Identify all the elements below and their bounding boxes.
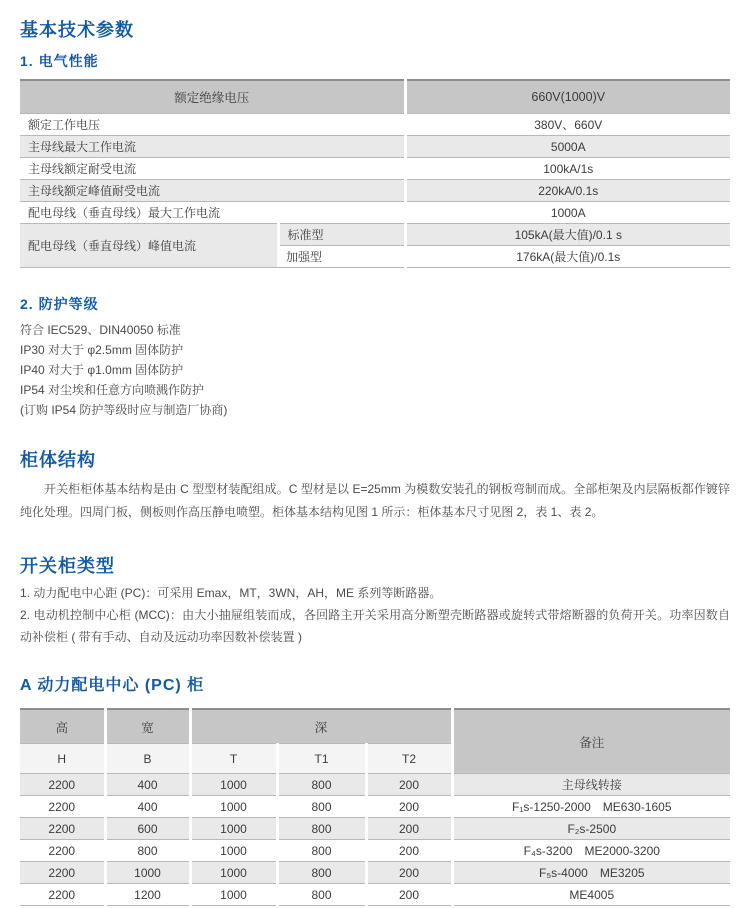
cell-t2: 200: [366, 862, 452, 884]
cell-h: 2200: [20, 818, 105, 840]
table-row: [20, 840, 730, 862]
electrical-performance-table: [20, 79, 730, 268]
header-t2: T2: [366, 744, 452, 774]
param-label: 主母线最大工作电流: [20, 136, 405, 158]
cabinet-structure-paragraph: 开关柜柜体基本结构是由 C 型型材装配组成。C 型材是以 E=25mm 为模数安装孔的钢板弯制而成。全部柜架及内层隔板都作镀锌纯化处理。四周门板，侧板则作高压静电喷塑。柜体基本结构见图 1 所示：柜体基本尺寸见图 2，表 1、表 2。: [20, 482, 730, 519]
table-row: [20, 884, 730, 906]
protection-line: (订购 IP54 防护等级时应与制造厂协商): [20, 403, 228, 417]
cell-t1: 800: [277, 884, 366, 906]
cell-h: 2200: [20, 774, 105, 796]
param-value: 100kA/1s: [405, 158, 730, 180]
switchgear-types-heading: 开关柜类型: [20, 556, 115, 576]
cell-b: 1200: [105, 884, 190, 906]
header-t1: T1: [277, 744, 366, 774]
cell-b: 400: [105, 774, 190, 796]
cell-b: 400: [105, 796, 190, 818]
param-value: 1000A: [405, 202, 730, 224]
cabinet-structure-heading: 柜体结构: [20, 450, 96, 470]
cell-t: 1000: [190, 774, 277, 796]
header-b: B: [105, 744, 190, 774]
cell-t: 1000: [190, 862, 277, 884]
param-value: 220kA/0.1s: [405, 180, 730, 202]
cell-t: 1000: [190, 796, 277, 818]
switchgear-type-item: 1. 动力配电中心距 (PC)：可采用 Emax，MT，3WN，AH，ME 系列等断路器。: [20, 586, 442, 600]
table-row: [20, 114, 730, 136]
protection-line: IP40 对大于 φ1.0mm 固体防护: [20, 363, 184, 377]
page-title: 基本技术参数: [20, 20, 134, 40]
cell-t: 1000: [190, 884, 277, 906]
cell-b: 600: [105, 818, 190, 840]
variant-type: 标准型: [278, 224, 405, 246]
cell-h: 2200: [20, 884, 105, 906]
cell-t2: 200: [366, 884, 452, 906]
cell-remark: F₅s-4000 ME3205: [452, 862, 730, 884]
table-row: [20, 862, 730, 884]
table-row: [20, 818, 730, 840]
table-row: [20, 158, 730, 180]
cell-b: 800: [105, 840, 190, 862]
cell-t2: 200: [366, 774, 452, 796]
cell-t1: 800: [277, 862, 366, 884]
pc-cabinet-heading: A 动力配电中心 (PC) 柜: [20, 677, 205, 694]
table-row: [20, 224, 730, 246]
param-label: 额定工作电压: [20, 114, 405, 136]
param-label: 配电母线（垂直母线）最大工作电流: [20, 202, 405, 224]
header-h: H: [20, 744, 105, 774]
header-t: T: [190, 744, 277, 774]
cell-t2: 200: [366, 796, 452, 818]
cell-t2: 200: [366, 840, 452, 862]
cell-h: 2200: [20, 862, 105, 884]
cell-t2: 200: [366, 818, 452, 840]
cell-remark: 主母线转接: [452, 774, 730, 796]
table-row: [20, 180, 730, 202]
cell-h: 2200: [20, 796, 105, 818]
table-row: [20, 774, 730, 796]
cell-t1: 800: [277, 840, 366, 862]
cell-remark: F₄s-3200 ME2000-3200: [452, 840, 730, 862]
cell-t: 1000: [190, 840, 277, 862]
protection-line: IP30 对大于 φ2.5mm 固体防护: [20, 343, 184, 357]
param-label: 主母线额定耐受电流: [20, 158, 405, 180]
param-label: 主母线额定峰值耐受电流: [20, 180, 405, 202]
pc-cabinet-dimension-table: [20, 708, 730, 906]
protection-grade-heading: 2. 防护等级: [20, 296, 99, 312]
protection-grade-lines: [20, 320, 730, 420]
cell-t1: 800: [277, 796, 366, 818]
cell-remark: ME4005: [452, 884, 730, 906]
header-height: 高: [20, 709, 105, 744]
header-depth: 深: [190, 709, 452, 744]
variant-value: 176kA(最大值)/0.1s: [405, 246, 730, 268]
cell-t: 1000: [190, 818, 277, 840]
cell-remark: F₂s-2500: [452, 818, 730, 840]
header-label-cell: 额定绝缘电压: [20, 80, 405, 114]
header-remark: 备注: [452, 709, 730, 774]
table-row: [20, 136, 730, 158]
cell-t1: 800: [277, 818, 366, 840]
header-value-cell: 660V(1000)V: [405, 80, 730, 114]
header-width: 宽: [105, 709, 190, 744]
cell-remark: F₁s-1250-2000 ME630-1605: [452, 796, 730, 818]
electrical-performance-heading: 1. 电气性能: [20, 53, 99, 69]
param-value: 5000A: [405, 136, 730, 158]
dimension-header-row-1: [20, 709, 730, 744]
variant-value: 105kA(最大值)/0.1 s: [405, 224, 730, 246]
protection-line: IP54 对尘埃和任意方向喷溅作防护: [20, 383, 205, 397]
param-value: 380V、660V: [405, 114, 730, 136]
cell-t1: 800: [277, 774, 366, 796]
switchgear-types-list: [20, 582, 730, 648]
variant-type: 加强型: [278, 246, 405, 268]
peak-current-label: 配电母线（垂直母线）峰值电流: [20, 224, 278, 268]
table-row: [20, 796, 730, 818]
switchgear-type-item: 2. 电动机控制中心柜 (MCC)：由大小抽屉组装而成，各回路主开关采用高分断塑壳断路器或旋转式带熔断器的负荷开关。功率因数自动补偿柜 ( 带有手动、自动及远动功率因数补偿装置 ): [20, 608, 730, 644]
protection-line: 符合 IEC529、DIN40050 标准: [20, 323, 181, 337]
cell-b: 1000: [105, 862, 190, 884]
cell-h: 2200: [20, 840, 105, 862]
table-header-row: [20, 80, 730, 114]
table-row: [20, 202, 730, 224]
